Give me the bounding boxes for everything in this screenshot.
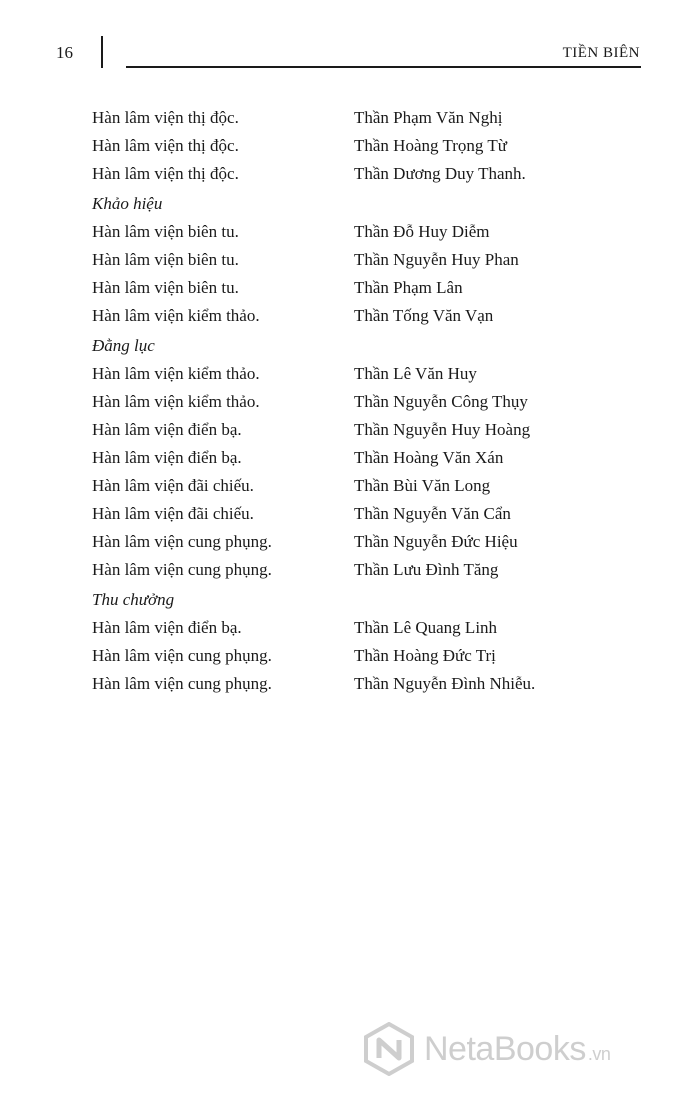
official-name: Thần Hoàng Văn Xán — [354, 448, 504, 467]
official-title: Hàn lâm viện kiểm thảo. — [92, 306, 260, 325]
official-title: Hàn lâm viện thị độc. — [92, 164, 239, 183]
official-title: Hàn lâm viện điển bạ. — [92, 448, 242, 467]
list-item — [0, 444, 700, 472]
official-title: Hàn lâm viện biên tu. — [92, 250, 239, 269]
official-name: Thần Phạm Văn Nghị — [354, 108, 503, 127]
official-title: Hàn lâm viện thị độc. — [92, 108, 239, 127]
watermark-brand: NetaBooks — [424, 1029, 586, 1068]
official-title: Hàn lâm viện điển bạ. — [92, 420, 242, 439]
official-title: Hàn lâm viện kiểm thảo. — [92, 364, 260, 383]
page-number: 16 — [56, 43, 73, 62]
watermark-suffix: .vn — [587, 1043, 611, 1064]
official-title: Hàn lâm viện cung phụng. — [92, 532, 272, 551]
official-name: Thần Đỗ Huy Diễm — [354, 222, 490, 241]
official-name: Thần Lưu Đình Tăng — [354, 560, 499, 579]
official-title: Hàn lâm viện biên tu. — [92, 278, 239, 297]
official-name: Thần Lê Văn Huy — [354, 364, 477, 383]
official-name: Thần Hoàng Trọng Từ — [354, 136, 507, 155]
list-item — [0, 472, 700, 500]
official-title: Hàn lâm viện kiểm thảo. — [92, 392, 260, 411]
list-item — [0, 500, 700, 528]
official-name: Thần Hoàng Đức Trị — [354, 646, 496, 665]
official-name: Thần Nguyễn Đình Nhiễu. — [354, 674, 536, 693]
official-name: Thần Nguyễn Công Thụy — [354, 392, 528, 411]
section-heading: Khảo hiệu — [92, 194, 163, 213]
section-heading: Thu chưởng — [92, 590, 175, 609]
list-item — [0, 160, 700, 188]
official-name: Thần Phạm Lân — [354, 278, 463, 297]
official-name: Thần Nguyễn Huy Phan — [354, 250, 519, 269]
list-item — [0, 302, 700, 330]
official-name: Thần Tống Văn Vạn — [354, 306, 494, 325]
official-title: Hàn lâm viện đãi chiếu. — [92, 504, 254, 523]
list-item — [0, 132, 700, 160]
list-item — [0, 670, 700, 698]
list-item — [0, 614, 700, 642]
section-heading: Đằng lục — [92, 336, 155, 355]
list-item — [0, 388, 700, 416]
list-item — [0, 246, 700, 274]
list-item — [0, 360, 700, 388]
official-title: Hàn lâm viện đãi chiếu. — [92, 476, 254, 495]
official-name: Thần Bùi Văn Long — [354, 476, 491, 495]
list-item — [0, 274, 700, 302]
official-title: Hàn lâm viện biên tu. — [92, 222, 239, 241]
header-rule — [126, 66, 641, 68]
official-name: Thần Dương Duy Thanh. — [354, 164, 526, 183]
netabooks-logo-icon — [362, 1022, 416, 1076]
list-item — [0, 218, 700, 246]
official-title: Hàn lâm viện cung phụng. — [92, 560, 272, 579]
watermark — [362, 1022, 610, 1076]
list-item — [0, 416, 700, 444]
official-name: Thần Nguyễn Văn Cẩn — [354, 504, 511, 523]
official-name: Thần Lê Quang Linh — [354, 618, 498, 637]
running-head: TIỀN BIÊN — [562, 45, 640, 61]
official-title: Hàn lâm viện thị độc. — [92, 136, 239, 155]
list-item — [0, 528, 700, 556]
list-item — [0, 556, 700, 584]
header-divider — [101, 36, 103, 68]
official-list — [0, 104, 700, 698]
official-title: Hàn lâm viện cung phụng. — [92, 646, 272, 665]
list-item — [0, 642, 700, 670]
official-name: Thần Nguyễn Đức Hiệu — [354, 532, 518, 551]
list-item — [0, 104, 700, 132]
watermark-text — [424, 1030, 610, 1069]
official-title: Hàn lâm viện điển bạ. — [92, 618, 242, 637]
official-title: Hàn lâm viện cung phụng. — [92, 674, 272, 693]
official-name: Thần Nguyễn Huy Hoàng — [354, 420, 531, 439]
